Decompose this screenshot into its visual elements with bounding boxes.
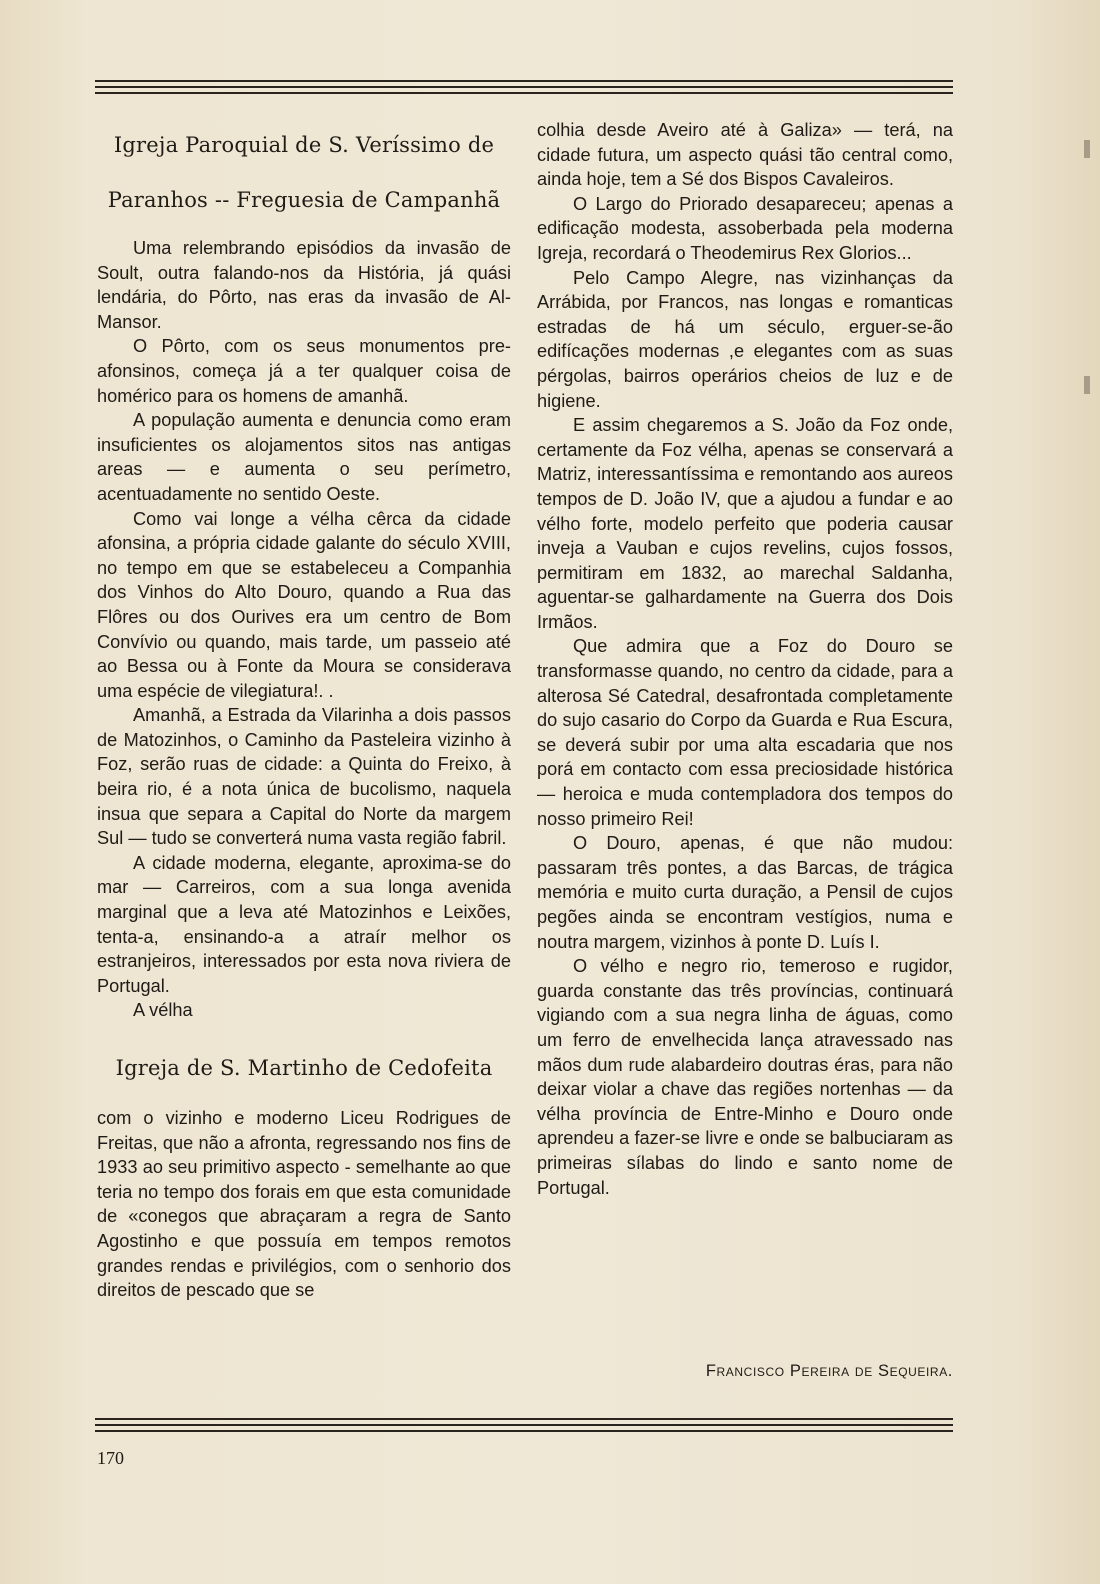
paragraph: A cidade moderna, elegante, aproxima-se do mar — Carreiros, com a sua longa avenida marginal que a leva até Matozinhos e Leixões, tenta-a, ensinando-a a atraír melhor os estranjeiros, interessados por esta nova riviera de Portugal. [97, 852, 511, 996]
paragraph: Pelo Campo Alegre, nas vizinhanças da Arrábida, por Francos, nas longas e romanticas estradas de há um século, erguer-se-ão edifícações modernas ,e elegantes com as suas pérgolas, bairros operários cheios de luz e de higiene. [537, 267, 953, 411]
paragraph: A população aumenta e denuncia como eram insuficientes os alojamentos sitos nas antigas areas — e aumenta o seu perímetro, acentuadamente no sentido Oeste. [97, 410, 511, 504]
paragraph: Amanhã, a Estrada da Vilarinha a dois passos de Matozinhos, o Caminho da Pasteleira vizinho à Foz, serão ruas de cidade: a Quinta do Freixo, à beira rio, é a nota única de bucolismo, naquela insua que separa a Capital do Norte da margem Sul — tudo se converterá numa vasta região fabril. [97, 705, 511, 849]
right-column [537, 118, 953, 1200]
heading-line: Paranhos -- Freguesia de Campanhã [107, 188, 501, 212]
edge-mark [1084, 140, 1090, 158]
top-rule [95, 86, 953, 88]
paragraph: com o vizinho e moderno Liceu Rodrigues de Freitas, que não a afronta, regressando nos fins de 1933 ao seu primitivo aspecto - semelhante ao que teria no tempo dos forais em que esta comunidade de «conegos que abraçaram a regra de Santo Agostinho e que possuía em tempos remotos grandes rendas e privilégios, com o senhorio dos direitos de pescado que se [97, 1108, 511, 1301]
section-heading-2: Igreja de S. Martinho de Cedofeita [115, 1056, 493, 1080]
bottom-rule [95, 1424, 953, 1426]
top-rule [95, 80, 953, 82]
edge-mark [1084, 376, 1090, 394]
paragraph: colhia desde Aveiro até à Galiza» — terá, na cidade futura, um aspecto quási tão central como, ainda hoje, tem a Sé dos Bispos Cavaleiros. [537, 120, 953, 190]
paragraph: Como vai longe a vélha cêrca da cidade afonsina, a própria cidade galante do século XVIII, no tempo em que se estabeleceu a Companhia dos Vinhos do Alto Douro, quando a Rua das Flôres ou dos Ourives era um centro de Bom Convívio ou quando, mais tarde, um passeio até ao Bessa ou à Fonte da Moura se considerava uma espécie de vilegiatura!. . [97, 508, 511, 701]
top-rule [95, 92, 953, 94]
page-number: 170 [97, 1448, 124, 1468]
paragraph: A vélha [133, 1000, 193, 1021]
bottom-rule [95, 1418, 953, 1420]
section-heading-1 [97, 118, 511, 228]
paragraph: Uma relembrando episódios da invasão de Soult, outra falando-nos da História, já quási lendária, do Pôrto, nas eras da invasão de Al-Mansor. [97, 238, 511, 332]
left-column [97, 118, 511, 1303]
paragraph: Que admira que a Foz do Douro se transformasse quando, no centro da cidade, para a alterosa Sé Catedral, desafrontada completamente do sujo casario do Corpo da Guarda e Rua Escura, se deverá subir por uma alta escadaria que nos porá em contacto com essa preciosidade histórica — heroica e muda contempladora dos tempos do nosso primeiro Rei! [537, 636, 953, 829]
paragraph: O Douro, apenas, é que não mudou: passaram três pontes, a das Barcas, de trágica memória e muito curta duração, a Pensil de cujos pegões ainda se encontram vestígios, numa e noutra margem, vizinhos à ponte D. Luís I. [537, 833, 953, 952]
bottom-rule [95, 1430, 953, 1432]
paragraph: O Pôrto, com os seus monumentos pre-afonsinos, começa já a ter qualquer coisa de homérico para os homens de amanhã. [97, 336, 511, 406]
heading-line: Igreja Paroquial de S. Veríssimo de [113, 133, 495, 157]
paragraph: O vélho e negro rio, temeroso e rugidor, guarda constante das três províncias, continuará vigiando com a sua negra linha de águas, como um ferro de envelhecida lança atravessado nas mãos dum rude alabardeiro doutras éras, para não deixar violar a chave das regiões nortenhas — da vélha província de Entre-Minho e Douro onde aprendeu a fazer-se livre e onde se balbuciaram as primeiras sílabas do lindo e santo nome de Portugal. [537, 956, 953, 1198]
paragraph: O Largo do Priorado desapareceu; apenas a edificação modesta, assoberbada pela moderna Igreja, recordará o Theodemirus Rex Glorios... [537, 193, 953, 263]
paragraph: E assim chegaremos a S. João da Foz onde, certamente da Foz vélha, apenas se conservará a Matriz, interessantíssima e remontando aos aureos tempos de D. João IV, que a ajudou a fundar e ao vélho forte, modelo perfeito que poderia causar inveja a Vauban e cujos revelins, cujos fossos, permitiram em 1832, ao marechal Saldanha, aguentar-se galhardamente na Guerra dos Dois Irmãos. [537, 415, 953, 632]
author-signature: Francisco Pereira de Sequeira. [705, 1362, 953, 1380]
